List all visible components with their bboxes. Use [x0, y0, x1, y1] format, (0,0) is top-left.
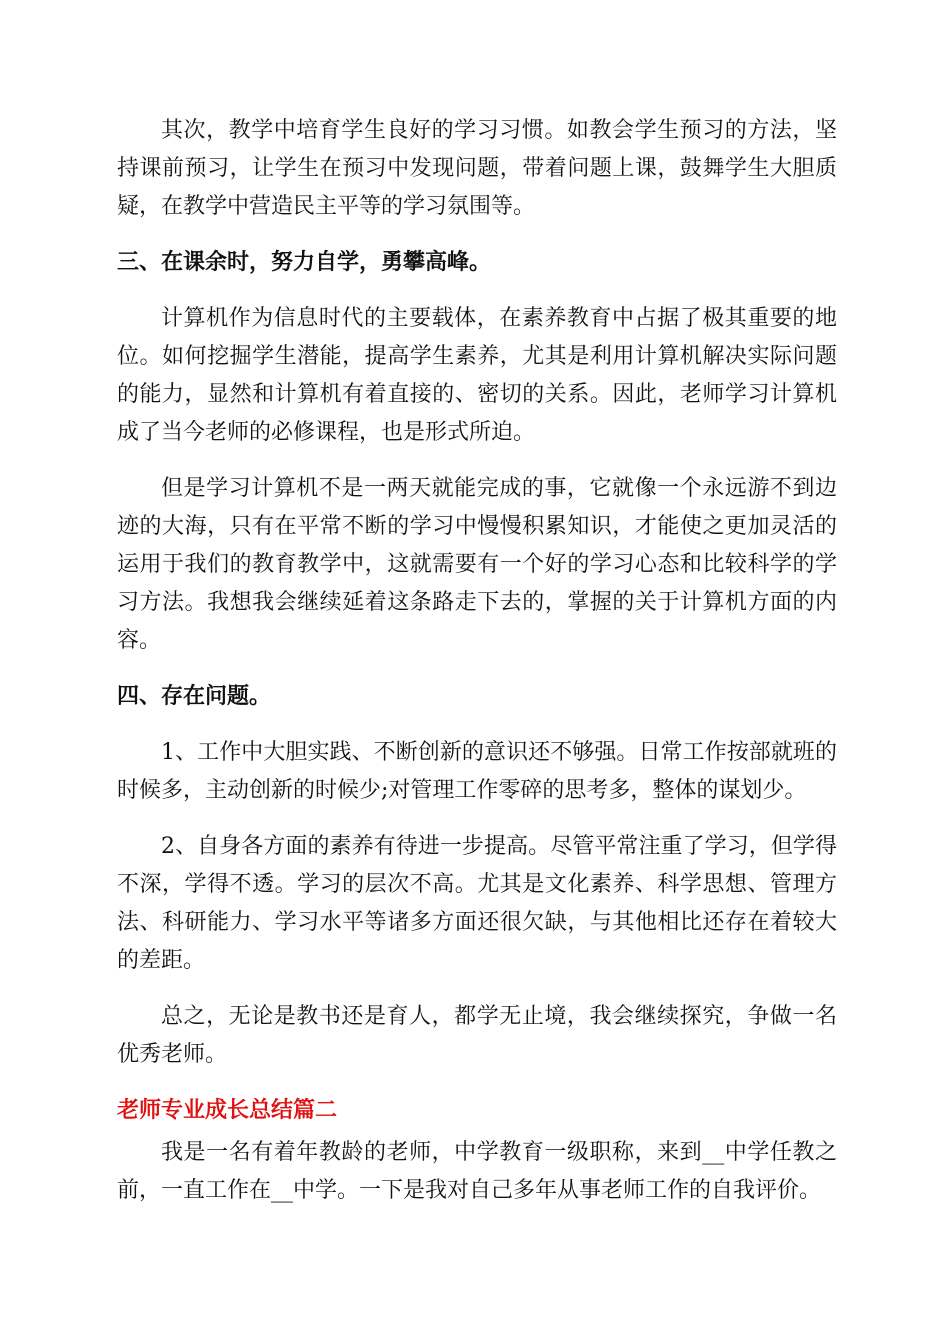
- paragraph-computer-importance: 计算机作为信息时代的主要载体，在素养教育中占据了极其重要的地位。如何挖掘学生潜能，提高学生素养，尤其是利用计算机解决实际问题的能力，显然和计算机有着直接的、密切的关系。因此，老师学习计算机成了当今老师的必修课程，也是形式所迫。: [117, 306, 837, 445]
- paragraph-study-habits: 其次，教学中培育学生良好的学习习惯。如教会学生预习的方法，坚持课前预习，让学生在预习中发现问题，带着问题上课，鼓舞学生大胆质疑，在教学中营造民主平等的学习氛围等。: [117, 118, 837, 219]
- paragraph-computer-learning: 但是学习计算机不是一两天就能完成的事，它就像一个永远游不到边迹的大海，只有在平常不断的学习中慢慢积累知识，才能使之更加灵活的运用于我们的教育教学中，这就需要有一个好的学习心态和比较科学的学习方法。我想我会继续延着这条路走下去的，掌握的关于计算机方面的内容。: [117, 476, 837, 653]
- paragraph-self-intro: 我是一名有着年教龄的老师，中学教育一级职称，来到__中学任教之前，一直工作在__中学。一下是我对自己多年从事老师工作的自我评价。: [117, 1140, 837, 1203]
- heading-section-3: 三、在课余时，努力自学，勇攀高峰。: [117, 250, 492, 275]
- document-body: [117, 112, 837, 1228]
- section-title-part-2: 老师专业成长总结篇二: [117, 1098, 338, 1123]
- paragraph-problem-2: 2、自身各方面的素养有待进一步提高。尽管平常注重了学习，但学得不深，学得不透。学习的层次不高。尤其是文化素养、科学思想、管理方法、科研能力、学习水平等诸多方面还很欠缺，与其他相比还存在着较大的差距。: [117, 834, 837, 973]
- paragraph-conclusion: 总之，无论是教书还是育人，都学无止境，我会继续探究，争做一名优秀老师。: [117, 1004, 837, 1067]
- heading-section-4: 四、存在问题。: [117, 684, 272, 709]
- paragraph-problem-1: 1、工作中大胆实践、不断创新的意识还不够强。日常工作按部就班的时候多，主动创新的时候少;对管理工作零碎的思考多，整体的谋划少。: [117, 740, 837, 803]
